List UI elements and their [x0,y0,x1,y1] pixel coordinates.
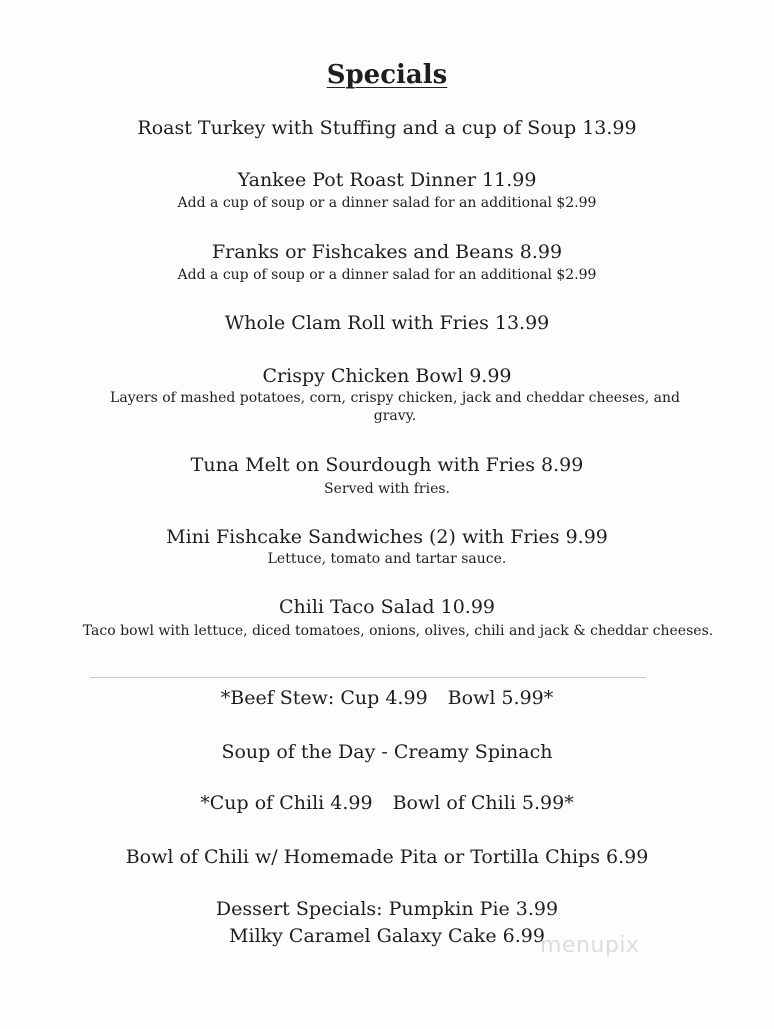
beef-stew-line [0,686,774,710]
beef-stew-bowl: Bowl 5.99* [447,687,554,709]
menu-item-franks-fishcakes-desc: Add a cup of soup or a dinner salad for an additional $2.99 [177,267,597,283]
menu-item-tuna-melt: Tuna Melt on Sourdough with Fries 8.99 [190,454,584,476]
menu-item-franks-fishcakes: Franks or Fishcakes and Beans 8.99 [211,241,563,263]
menu-item-chili-taco-salad-desc: Taco bowl with lettuce, diced tomatoes, onions, olives, chili and jack & cheddar cheeses. [82,623,714,639]
menu-item-pot-roast-desc: Add a cup of soup or a dinner salad for an additional $2.99 [177,195,597,211]
menu-item-mini-fishcake-desc: Lettuce, tomato and tartar sauce. [267,551,507,567]
page-title [0,58,774,92]
chili-line [0,791,774,815]
title-text: Specials [326,60,448,90]
chili-cup: *Cup of Chili 4.99 [200,792,373,814]
menu-item-pot-roast: Yankee Pot Roast Dinner 11.99 [237,169,537,191]
beef-stew-cup: *Beef Stew: Cup 4.99 [220,687,428,709]
watermark-logo: menupix [540,933,640,958]
menu-item-chili-taco-salad: Chili Taco Salad 10.99 [278,596,496,618]
menu-item-crispy-chicken: Crispy Chicken Bowl 9.99 [262,365,512,387]
dessert-special-1: Dessert Specials: Pumpkin Pie 3.99 [215,898,559,920]
chili-with-chips: Bowl of Chili w/ Homemade Pita or Tortilla Chips 6.99 [125,846,649,868]
menu-item-mini-fishcake: Mini Fishcake Sandwiches (2) with Fries 9.99 [166,526,608,548]
chili-bowl: Bowl of Chili 5.99* [392,792,574,814]
menu-item-tuna-melt-desc: Served with fries. [324,481,450,497]
dessert-special-2: Milky Caramel Galaxy Cake 6.99 [229,925,545,947]
section-divider [90,677,646,678]
menu-item-crispy-chicken-desc: Layers of mashed potatoes, corn, crispy chicken, jack and cheddar cheeses, and gravy. [110,390,680,424]
menu-item-roast-turkey: Roast Turkey with Stuffing and a cup of Soup 13.99 [137,117,637,139]
menu-item-clam-roll: Whole Clam Roll with Fries 13.99 [224,312,550,334]
soup-of-the-day: Soup of the Day - Creamy Spinach [221,741,553,763]
